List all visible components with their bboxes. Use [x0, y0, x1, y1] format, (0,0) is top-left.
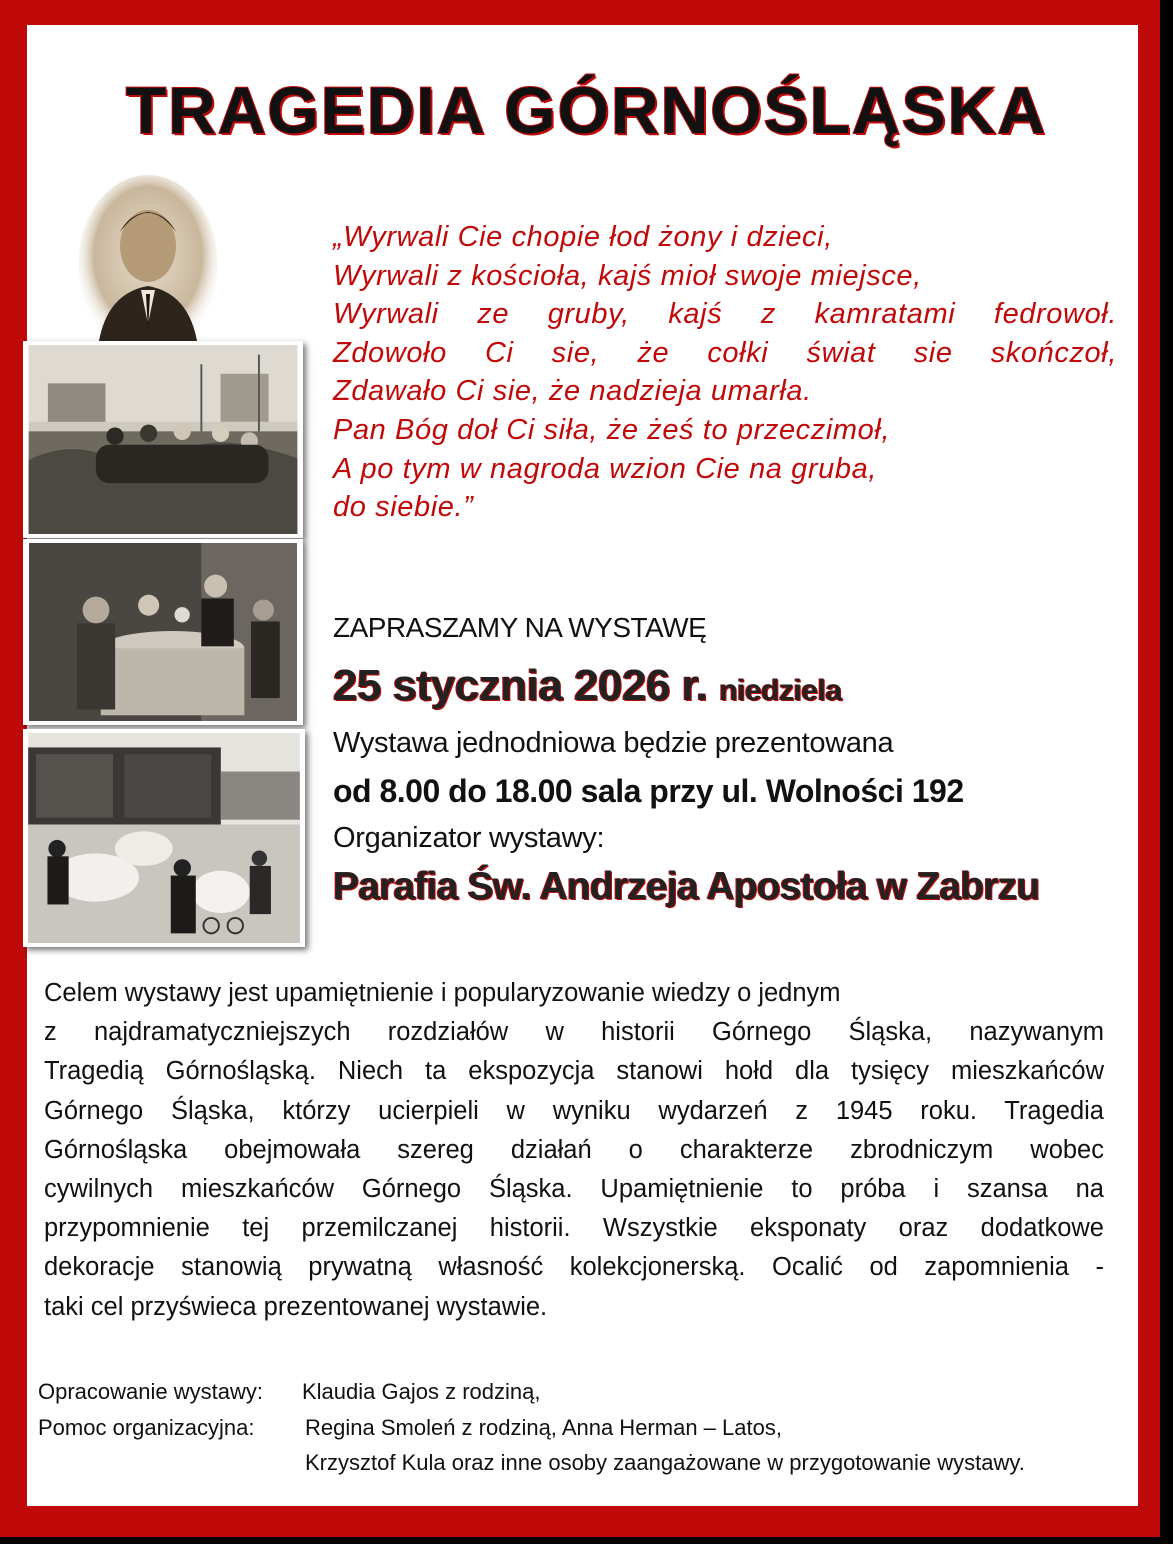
description-line: z najdramatyczniejszych rozdziałów w historii Górnego Śląska, nazywanym: [44, 1018, 1104, 1047]
event-weekday: niedziela: [719, 674, 842, 707]
description-line: Tragedią Górnośląską. Niech ta ekspozycja stanowi hołd dla tysięcy mieszkańców: [44, 1057, 1104, 1086]
poem-line: do siebie.”: [333, 491, 474, 524]
poster-title: TRAGEDIA GÓRNOŚLĄSKA: [125, 73, 1048, 147]
description-line: Górnośląska obejmowała szereg działań o charakterze zbrodniczym wobec: [44, 1135, 1104, 1164]
poem-line: Wyrwali z kościoła, kajś mioł swoje miejsce,: [333, 259, 922, 292]
organizer-label: Organizator wystawy:: [333, 822, 605, 854]
event-date-value: 25 stycznia 2026 r.: [333, 661, 708, 710]
photo-family-at-table: [23, 539, 303, 725]
poem-line: Wyrwali ze gruby, kajś z kamratami fedrowoł.: [333, 298, 1117, 331]
description-line: Celem wystawy jest upamiętnienie i popularyzowanie wiedzy o jednym: [44, 979, 841, 1007]
poem-line: „Wyrwali Cie chopie łod żony i dzieci,: [333, 221, 833, 253]
organizer-name: Parafia Św. Andrzeja Apostoła w Zabrzu: [333, 865, 1040, 908]
event-date: [333, 661, 842, 711]
credits-help-value: Krzysztof Kula oraz inne osoby zaangażowane w przygotowanie wystawy.: [305, 1450, 1025, 1475]
description-line: Górnego Śląska, którzy ucierpieli w wyniku wydarzeń z 1945 roku. Tragedia: [44, 1096, 1104, 1125]
poem: [333, 218, 1117, 527]
portrait-photo: [77, 174, 220, 356]
exhibition-description: [44, 974, 1104, 1327]
description-line: przypomnienie tej przemilczanej historii. Wszystkie eksponaty oraz dodatkowe: [44, 1214, 1104, 1243]
photo-group-on-grass: [23, 341, 303, 538]
credits-help-value: Regina Smoleń z rodziną, Anna Herman – Latos,: [305, 1414, 782, 1440]
description-line: dekoracje stanowią prywatną własność kolekcjonerską. Ocalić od zapomnienia -: [44, 1253, 1104, 1282]
invitation-heading: ZAPRASZAMY NA WYSTAWĘ: [333, 612, 707, 643]
event-description-line: Wystawa jednodniowa będzie prezentowana: [333, 727, 894, 759]
poem-line: A po tym w nagroda wzion Cie na gruba,: [333, 452, 878, 485]
poem-line: Pan Bóg doł Ci siła, że żeś to przeczimoł,: [333, 413, 891, 446]
credits-prep-label: Opracowanie wystawy:: [38, 1379, 263, 1404]
credits-prep-value: Klaudia Gajos z rodziną,: [302, 1379, 541, 1404]
poem-line: Zdowoło Ci sie, że cołki świat sie skończoł,: [333, 336, 1117, 369]
credits-help-label: Pomoc organizacyjna:: [38, 1414, 255, 1440]
poem-line: Zdawało Ci sie, że nadzieja umarła.: [333, 375, 812, 408]
description-line: taki cel przyświeca prezentowanej wystawie.: [44, 1292, 548, 1321]
photo-deportation-train: [23, 729, 305, 947]
description-line: cywilnych mieszkańców Górnego Śląska. Upamiętnienie to próba i szansa na: [44, 1174, 1104, 1203]
event-hours-location: od 8.00 do 18.00 sala przy ul. Wolności 192: [333, 773, 964, 809]
